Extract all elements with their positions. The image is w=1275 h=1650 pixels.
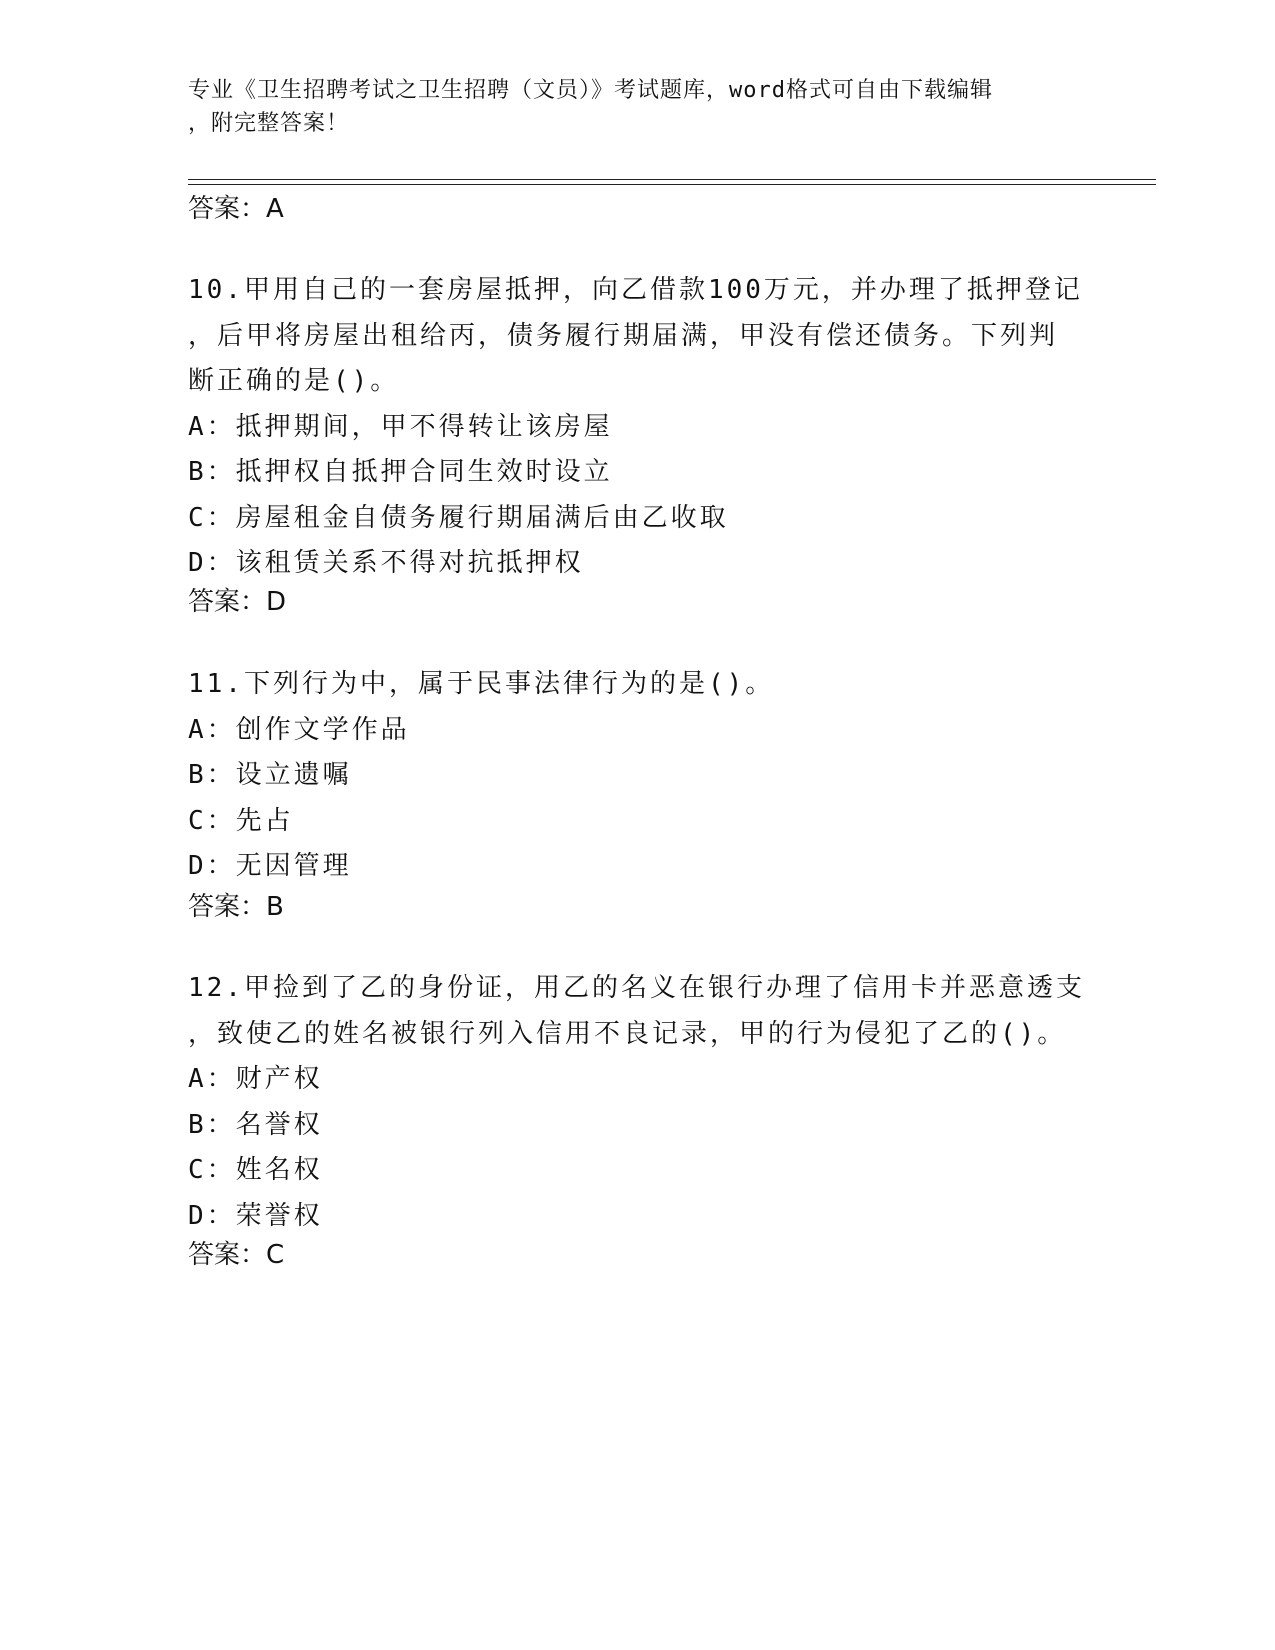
question-text-line: 断正确的是()。 (188, 366, 400, 396)
question-text-line: 12.甲捡到了乙的身份证，用乙的名义在银行办理了信用卡并恶意透支 (188, 973, 1085, 1003)
option-a: A：创作文学作品 (188, 714, 410, 745)
question-text-line: ，致使乙的姓名被银行列入信用不良记录，甲的行为侵犯了乙的()。 (188, 1018, 1067, 1049)
question-11 (188, 662, 1088, 890)
question-text-line: 10.甲用自己的一套房屋抵押，向乙借款100万元，并办理了抵押登记 (188, 275, 1083, 305)
option-a: A：财产权 (188, 1064, 323, 1094)
header-line-1: 专业《卫生招聘考试之卫生招聘（文员）》考试题库，word格式可自由下载编辑 (188, 78, 993, 103)
question-10 (188, 268, 1088, 587)
option-b: B：设立遗嘱 (188, 760, 352, 790)
header-double-rule (188, 179, 1156, 185)
option-b: B：抵押权自抵押合同生效时设立 (188, 457, 613, 487)
option-a: A：抵押期间，甲不得转让该房屋 (188, 411, 613, 442)
question-text-line: 11.下列行为中，属于民事法律行为的是()。 (188, 669, 775, 699)
option-d: D：荣誉权 (188, 1200, 323, 1231)
document-header (188, 74, 1088, 140)
answer-q9: 答案：A (188, 194, 284, 224)
option-d: D：无因管理 (188, 851, 352, 881)
answer-q10: 答案：D (188, 587, 287, 617)
option-c: C：先占 (188, 805, 294, 836)
answer-q12: 答案：C (188, 1240, 285, 1270)
question-12 (188, 966, 1088, 1239)
option-b: B：名誉权 (188, 1109, 323, 1140)
option-c: C：房屋租金自债务履行期届满后由乙收取 (188, 502, 729, 533)
option-d: D：该租赁关系不得对抗抵押权 (188, 548, 584, 578)
option-c: C：姓名权 (188, 1155, 323, 1185)
answer-q11: 答案：B (188, 892, 284, 922)
question-text-line: ，后甲将房屋出租给丙，债务履行期届满，甲没有偿还债务。下列判 (188, 320, 1059, 351)
header-line-2: ，附完整答案！ (188, 111, 350, 136)
